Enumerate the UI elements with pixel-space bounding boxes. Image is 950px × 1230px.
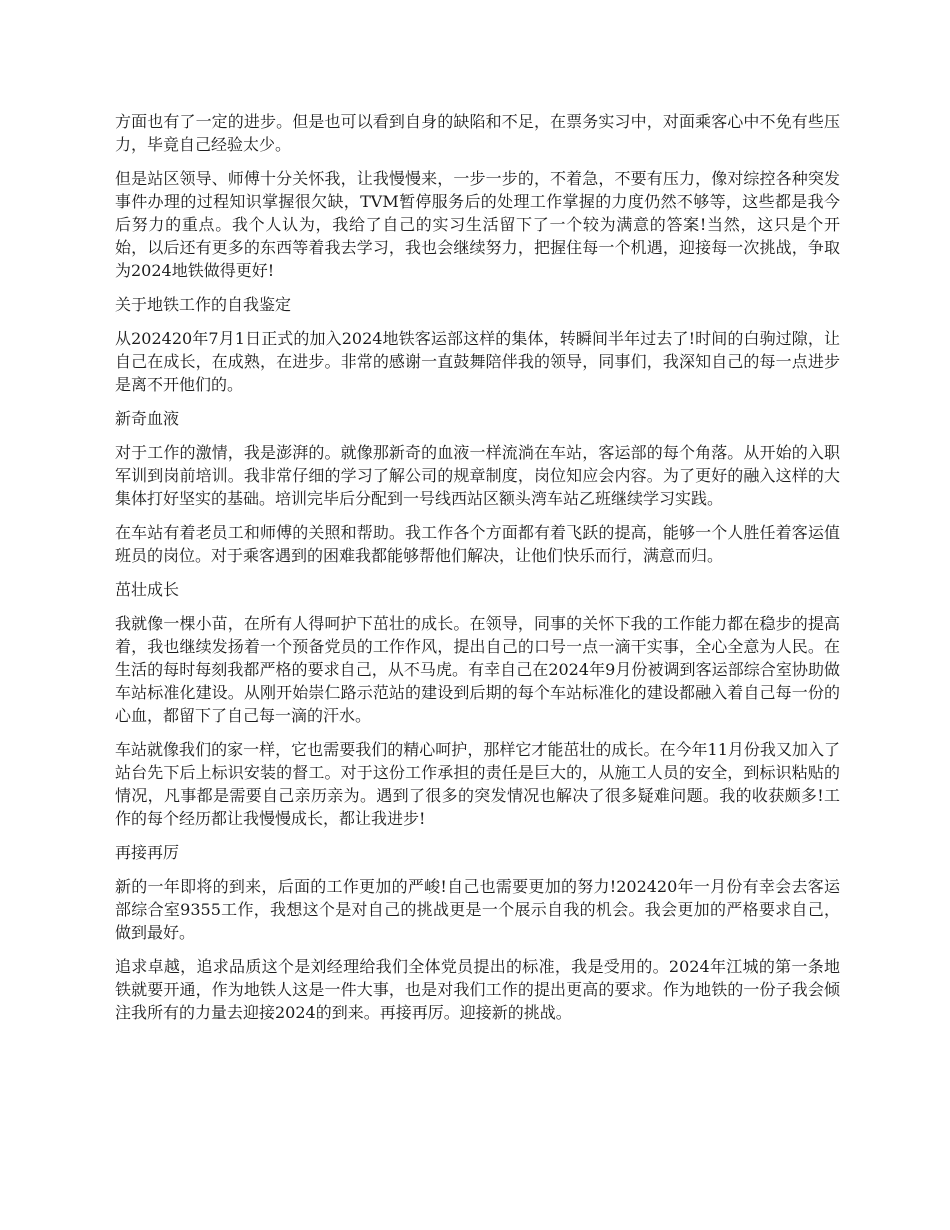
paragraph-7: 车站就像我们的家一样，它也需要我们的精心呵护，那样它才能茁壮的成长。在今年11月份我又加入了站台先下后上标识安装的督工。对于这份工作承担的责任是巨大的，从施工人员的安全，到标识粘贴的情况，凡事都是需要自己亲历亲为。遇到了很多的突发情况也解决了很多疑难问题。我的收获颇多!工作的每个经历都让我慢慢成长，都让我进步!	[115, 740, 840, 828]
paragraph-2: 但是站区领导、师傅十分关怀我，让我慢慢来，一步一步的，不着急，不要有压力，像对综控各种突发事件办理的过程知识掌握很欠缺，TVM暂停服务后的处理工作掌握的力度仍然不够等，这些都是我今后努力的重点。我个人认为，我给了自己的实习生活留下了一个较为满意的答案!当然，这只是个开始，以后还有更多的东西等着我去学习，我也会继续努力，把握住每一个机遇，迎接每一次挑战，争取为2024地铁做得更好!	[115, 169, 840, 280]
paragraph-6: 我就像一棵小苗，在所有人得呵护下茁壮的成长。在领导，同事的关怀下我的工作能力都在稳步的提高着，我也继续发扬着一个预备党员的工作作风，提出自己的口号一点一滴干实事，全心全意为人民。在生活的每时每刻我都严格的要求自己，从不马虎。有幸自己在2024年9月份被调到客运部综合室协助做车站标准化建设。从刚开始崇仁路示范站的建设到后期的每个车站标准化的建设都融入着自己每一份的心血，都留下了自己每一滴的汗水。	[115, 614, 840, 725]
paragraph-1: 方面也有了一定的进步。但是也可以看到自身的缺陷和不足，在票务实习中，对面乘客心中不免有些压力，毕竟自己经验太少。	[115, 112, 840, 154]
section-title-new-blood: 新奇血液	[115, 409, 180, 428]
section-title-growth: 茁壮成长	[115, 580, 180, 599]
section-title-keep-going: 再接再厉	[115, 843, 180, 862]
paragraph-9: 追求卓越，追求品质这个是刘经理给我们全体党员提出的标准，我是受用的。2024年江城的第一条地铁就要开通，作为地铁人这是一件大事，也是对我们工作的提出更高的要求。作为地铁的一份子我会倾注我所有的力量去迎接2024的到来。再接再厉。迎接新的挑战。	[115, 957, 840, 1022]
paragraph-8: 新的一年即将的到来，后面的工作更加的严峻!自己也需要更加的努力!202420年一月份有幸会去客运部综合室9355工作，我想这个是对自己的挑战更是一个展示自我的机会。我会更加的严格要求自己，做到最好。	[115, 877, 840, 942]
document-body	[115, 110, 840, 1035]
paragraph-5: 在车站有着老员工和师傅的关照和帮助。我工作各个方面都有着飞跃的提高，能够一个人胜任着客运值班员的岗位。对于乘客遇到的困难我都能够帮他们解决，让他们快乐而行，满意而归。	[115, 523, 840, 565]
section-title-self-assessment: 关于地铁工作的自我鉴定	[115, 295, 292, 314]
paragraph-3: 从202420年7月1日正式的加入2024地铁客运部这样的集体，转瞬间半年过去了!时间的白驹过隙，让自己在成长，在成熟，在进步。非常的感谢一直鼓舞陪伴我的领导，同事们，我深知自己的每一点进步是离不开他们的。	[115, 329, 840, 394]
paragraph-4: 对于工作的激情，我是澎湃的。就像那新奇的血液一样流淌在车站，客运部的每个角落。从开始的入职军训到岗前培训。我非常仔细的学习了解公司的规章制度，岗位知应会内容。为了更好的融入这样的大集体打好坚实的基础。培训完毕后分配到一号线西站区额头湾车站乙班继续学习实践。	[115, 443, 840, 508]
